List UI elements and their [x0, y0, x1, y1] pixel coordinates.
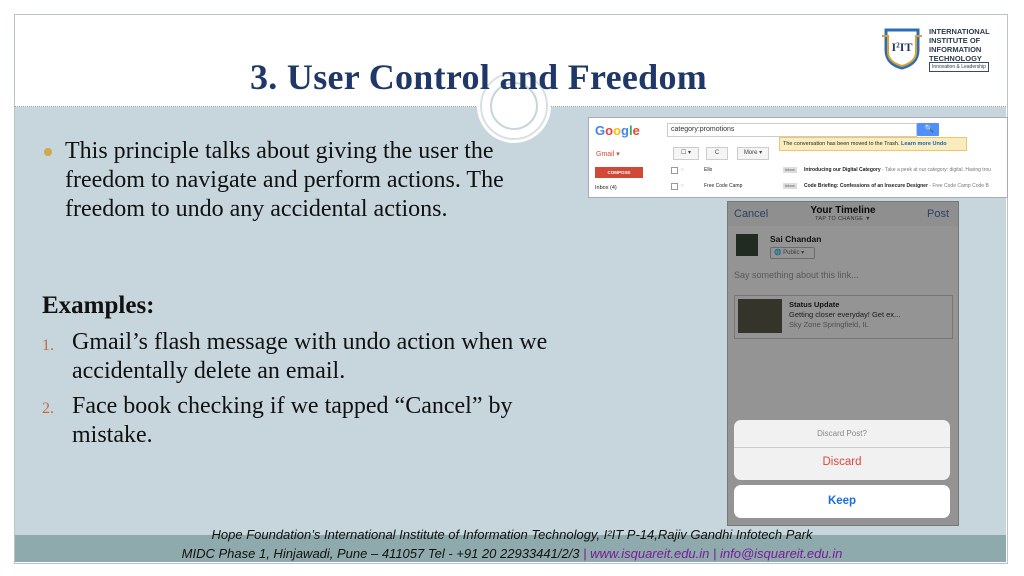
- search-icon: 🔍: [924, 124, 934, 133]
- example-item: Face book checking if we tapped “Cancel” by mistake.: [72, 393, 513, 448]
- timeline-change-hint[interactable]: TAP TO CHANGE ▼: [815, 216, 871, 222]
- slide-title: 3. User Control and Freedom: [250, 57, 708, 97]
- intro-paragraph: This principle talks about giving the user the freedom to navigate and perform actions. The freedom to undo any accidental actions.: [65, 138, 504, 222]
- undo-flash-message: The conversation has been moved to the Trash. Learn more Undo: [779, 137, 967, 151]
- email-sender: Ello: [704, 167, 713, 173]
- gmail-app-menu[interactable]: Gmail ▾: [596, 151, 620, 158]
- facebook-phone-screenshot: [727, 201, 959, 526]
- example-item: Gmail’s flash message with undo action when we accidentally delete an email.: [72, 329, 548, 384]
- email-row[interactable]: [671, 164, 1007, 176]
- inbox-link[interactable]: Inbox (4): [595, 185, 617, 191]
- discard-button[interactable]: Discard: [822, 456, 862, 468]
- discard-question: Discard Post?: [817, 429, 867, 438]
- i2it-logo-icon: [882, 26, 922, 70]
- logo-line: INSTITUTE OF: [929, 36, 981, 45]
- link-description: Getting closer everyday! Get ex...: [789, 310, 901, 319]
- gmail-search-button[interactable]: [917, 123, 939, 136]
- star-icon[interactable]: ☆: [680, 167, 685, 173]
- google-logo: Google: [595, 123, 640, 138]
- email-subject: Introducing our Digital Category - Take a peek at our category: digital. Having trou: [804, 167, 991, 173]
- keep-button[interactable]: Keep: [734, 485, 950, 518]
- email-row[interactable]: [671, 180, 1007, 192]
- logo-line: INFORMATION: [929, 45, 982, 54]
- post-text-input[interactable]: Say something about this link...: [734, 270, 859, 280]
- email-sender: Free Code Camp: [704, 183, 743, 189]
- more-button[interactable]: More ▾: [737, 147, 769, 160]
- example-number: 2.: [42, 400, 54, 417]
- row-checkbox[interactable]: [671, 183, 678, 190]
- institute-logo: [882, 26, 994, 74]
- inbox-label: Inbox: [785, 183, 795, 188]
- privacy-selector[interactable]: 🌐 Public ▾: [770, 247, 815, 259]
- undo-link[interactable]: Undo: [932, 141, 947, 147]
- learn-more-link[interactable]: Learn more: [901, 141, 931, 147]
- cancel-button[interactable]: Cancel: [734, 208, 769, 220]
- bullet-dot-icon: [44, 148, 52, 156]
- logo-line: INTERNATIONAL: [929, 27, 990, 36]
- timeline-title[interactable]: Your Timeline: [810, 205, 876, 216]
- gmail-search-input[interactable]: category:promotions: [667, 123, 917, 137]
- logo-line: TECHNOLOGY: [929, 54, 982, 63]
- discard-action-sheet: [734, 420, 950, 480]
- footer-address-line1: Hope Foundation’s International Institute of Information Technology, I²IT P-14,Rajiv Gandhi Infotech Park: [211, 527, 813, 542]
- example-number: 1.: [42, 337, 54, 354]
- user-name: Sai Chandan: [770, 234, 822, 244]
- website-link[interactable]: www.isquareit.edu.in: [590, 546, 710, 561]
- footer-address-line2: MIDC Phase 1, Hinjawadi, Pune – 411057 Tel - +91 20 22933441/2/3 | www.isquareit.edu.in | info@isquareit.edu.in: [181, 546, 843, 561]
- link-title: Status Update: [789, 300, 840, 309]
- row-checkbox[interactable]: [671, 167, 678, 174]
- post-button[interactable]: Post: [927, 208, 950, 220]
- compose-button[interactable]: COMPOSE: [595, 167, 643, 178]
- refresh-button[interactable]: C: [706, 147, 728, 160]
- email-subject: Code Briefing: Confessions of an Insecure Designer - Free Code Camp Code B: [804, 183, 989, 189]
- star-icon[interactable]: ☆: [680, 183, 685, 189]
- email-link[interactable]: info@isquareit.edu.in: [720, 546, 843, 561]
- gmail-screenshot: [588, 117, 1008, 198]
- select-checkbox-dropdown[interactable]: ☐ ▾: [673, 147, 699, 160]
- examples-heading: Examples:: [42, 292, 155, 319]
- inbox-label: Inbox: [785, 167, 795, 172]
- logo-tagline: Innovation & Leadership: [929, 62, 989, 72]
- link-source: Sky Zone Springfield, IL: [789, 320, 869, 329]
- logo-mark-text: I²IT: [891, 40, 913, 54]
